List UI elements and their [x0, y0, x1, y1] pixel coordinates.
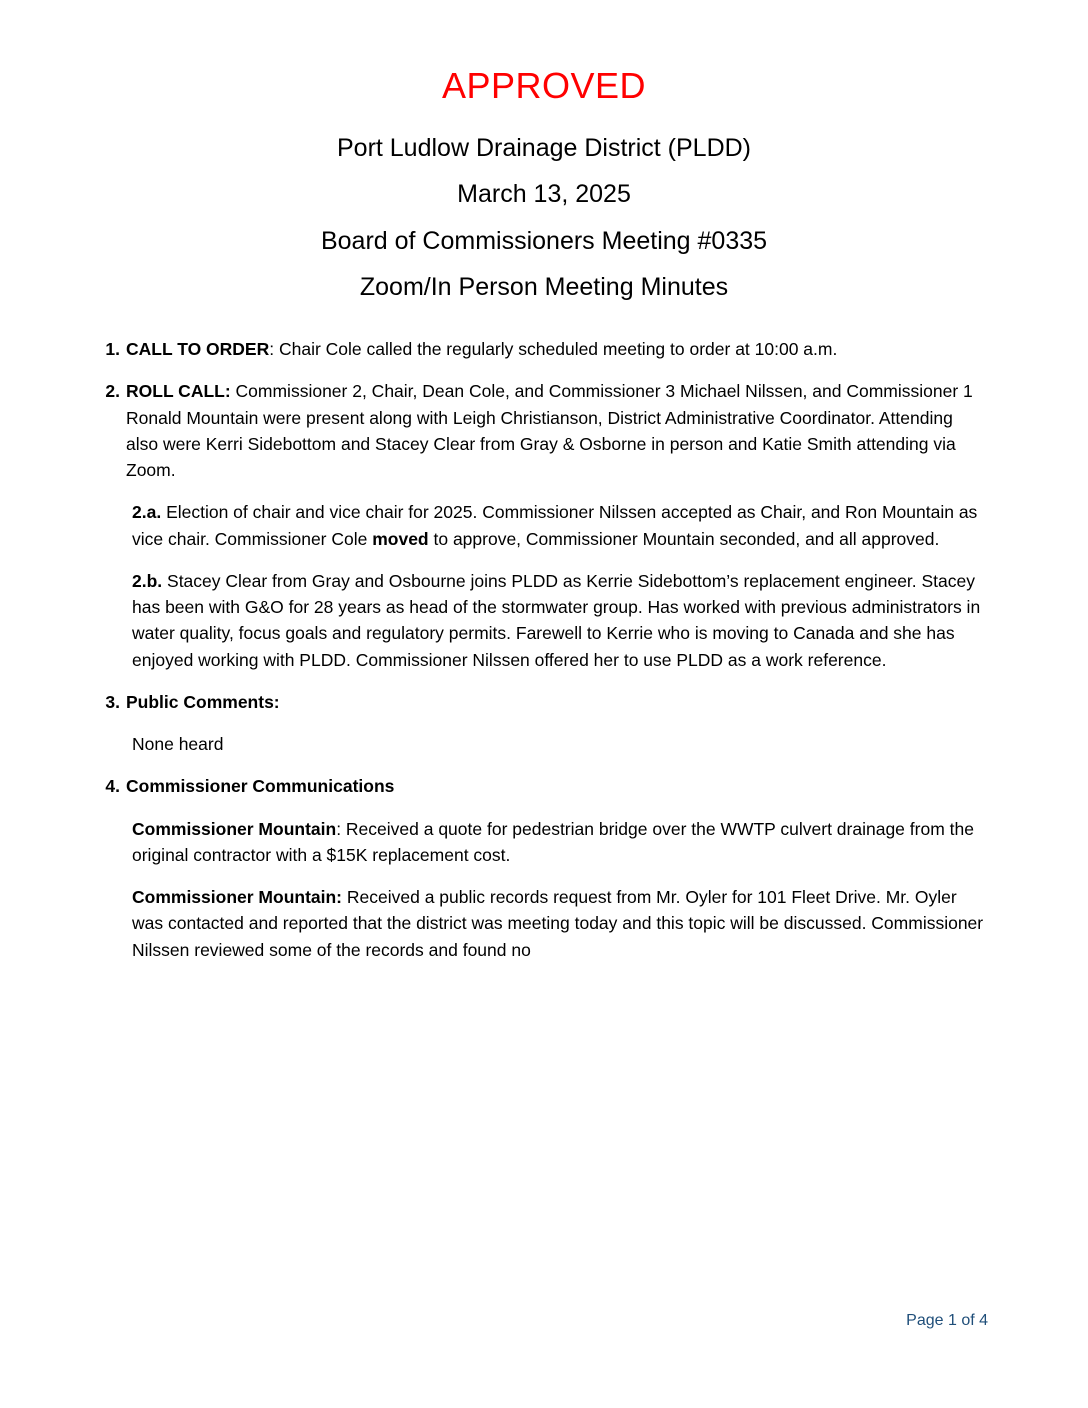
- section-3-heading: Public Comments:: [126, 691, 280, 712]
- section-item-2: [100, 378, 988, 483]
- sub-item-2a-text-after: to approve, Commissioner Mountain seconded, and all approved.: [428, 528, 940, 549]
- section-2-text: [126, 378, 988, 483]
- sub-item-2a: [100, 499, 988, 552]
- section-item-1: [100, 336, 988, 362]
- section-4-paragraph-2-text: Received a public records request from Mr. Oyler for 101 Fleet Drive. Mr. Oyler was contacted and reported that the district was meeting today and this topic will be discussed. Commissioner Nilssen reviewed some of the records and found no: [132, 887, 984, 960]
- section-2-number: 2.: [105, 381, 120, 402]
- section-1-lead: CALL TO ORDER: [126, 339, 270, 360]
- section-4-paragraph-1: [100, 816, 988, 869]
- sub-item-2a-text-before: Election of chair and vice chair for 2025. Commissioner Nilssen accepted as Chair, and Ron Mountain as vice chair. Commissioner Cole: [132, 502, 978, 549]
- title-line-3: Board of Commissioners Meeting #0335: [320, 226, 768, 255]
- section-item-3: [100, 689, 988, 715]
- section-2-body: Commissioner 2, Chair, Dean Cole, and Commissioner 3 Michael Nilssen, and Commissioner 1 Ronald Mountain were present along with Leigh Christianson, District Administrative Coordinator. Attending also were Kerri Sidebottom and Stacey Clear from Gray & Osborne in person and Katie Smith attending via Zoom.: [126, 381, 973, 481]
- section-4-number: 4.: [105, 776, 120, 797]
- section-3-number: 3.: [105, 691, 120, 712]
- document-title-block: [100, 125, 988, 310]
- page-footer: Page 1 of 4: [906, 1312, 988, 1329]
- section-item-4: [100, 773, 988, 799]
- section-1-text: [126, 336, 988, 362]
- section-4-paragraph-2: [100, 884, 988, 963]
- approved-stamp: APPROVED: [441, 65, 647, 106]
- section-1-body: : Chair Cole called the regularly scheduled meeting to order at 10:00 a.m.: [269, 339, 838, 360]
- title-line-1: Port Ludlow Drainage District (PLDD): [336, 134, 752, 163]
- section-4-heading: Commissioner Communications: [126, 776, 395, 797]
- title-line-4: Zoom/In Person Meeting Minutes: [359, 272, 729, 301]
- sub-item-2a-bold-word: moved: [372, 528, 429, 549]
- section-4-paragraph-2-lead: Commissioner Mountain:: [132, 887, 343, 908]
- section-4-paragraph-1-text: : Received a quote for pedestrian bridge over the WWTP culvert drainage from the original contractor with a $15K replacement cost.: [132, 818, 974, 865]
- document-body: [100, 336, 988, 963]
- sub-item-2b-label: 2.b.: [132, 570, 163, 591]
- section-1-number: 1.: [105, 339, 120, 360]
- section-2-lead: ROLL CALL:: [126, 381, 231, 402]
- sub-item-2b-text-before: Stacey Clear from Gray and Osbourne joins PLDD as Kerrie Sidebottom’s replacement engineer. Stacey has been with G&O for 28 years as head of the stormwater group. Has worked with previous administrators in water quality, focus goals and regulatory permits. Farewell to Kerrie who is moving to Canada and she has enjoyed working with PLDD. Commissioner Nilssen offered her to use PLDD as a work reference.: [132, 570, 981, 670]
- sub-item-2b: [100, 568, 988, 673]
- section-4-paragraph-1-lead: Commissioner Mountain: [132, 818, 337, 839]
- section-3-body: None heard: [132, 734, 224, 755]
- sub-item-2a-label: 2.a.: [132, 502, 162, 523]
- title-line-2: March 13, 2025: [457, 180, 631, 209]
